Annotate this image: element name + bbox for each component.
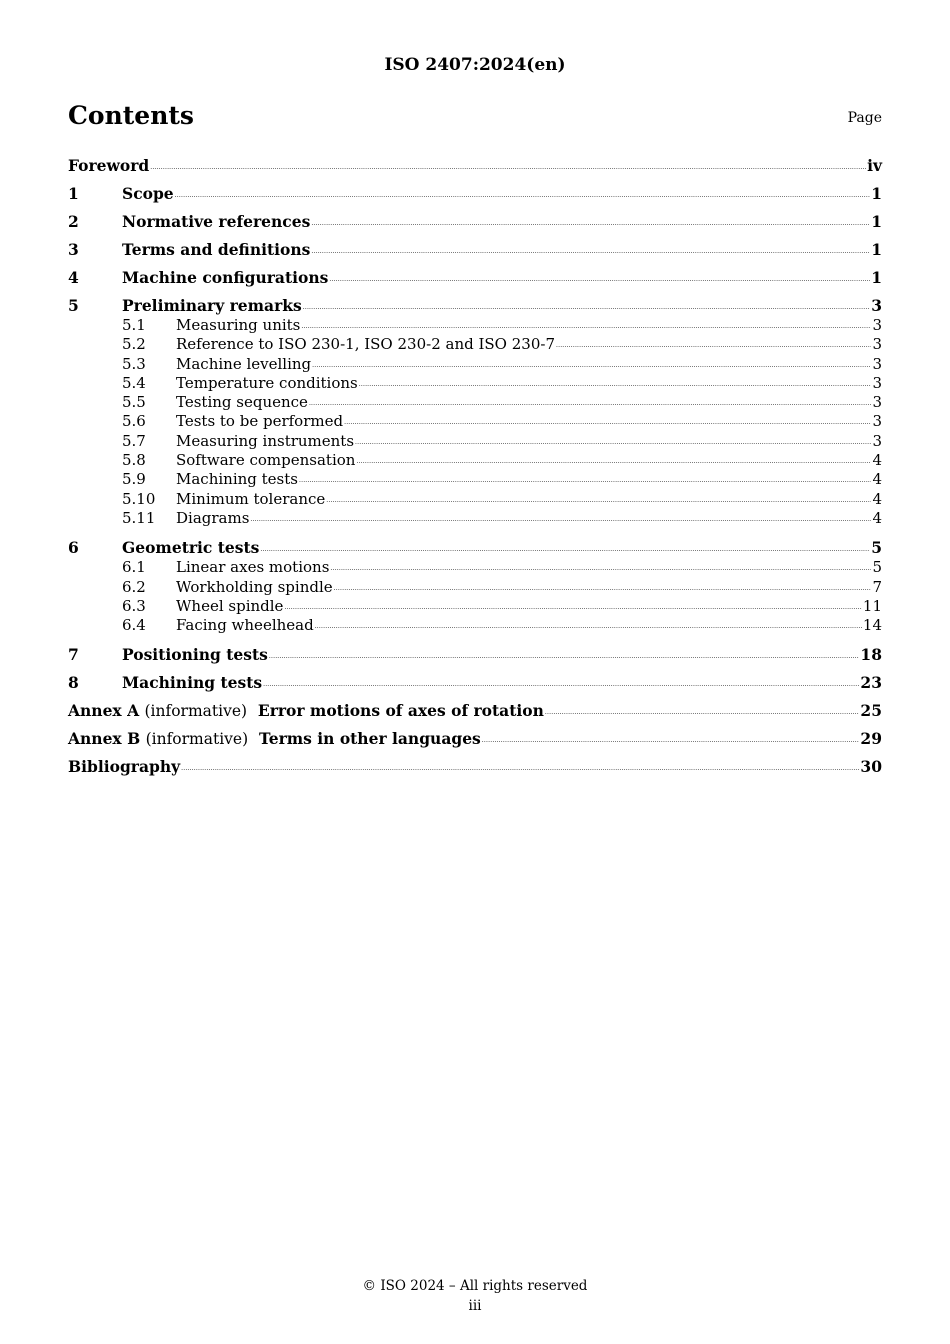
toc-page-number: 5 [872,558,882,577]
toc-entry-number: 5.6 [122,412,146,431]
dot-leader [359,375,872,394]
toc-page-number: 3 [872,335,882,354]
dot-leader [299,471,871,490]
dot-leader [556,336,871,355]
dot-leader [250,510,871,529]
copyright-notice: © ISO 2024 – All rights reserved [362,1278,588,1294]
toc-entry-title: Workholding spindle [176,577,333,596]
toc-page-number: 1 [871,268,882,287]
toc-entry-number: 6 [68,538,79,558]
toc-entry-title: Wheel spindle [176,596,284,615]
toc-entry-number: 6.3 [122,596,146,615]
dot-leader [329,266,870,294]
toc-entry-title: Machine levelling [176,354,312,373]
toc-entry-title: Diagrams [176,508,250,527]
page-column-label: Page [847,110,882,126]
toc-entry-number: 5.4 [122,373,146,392]
toc-entry-title: Positioning tests [122,645,268,665]
toc-entry[interactable] [68,641,882,669]
toc-entry-title: Terms and definitions [122,240,311,259]
annex-title: Error motions of axes of rotation [257,701,544,721]
dot-leader [545,699,860,727]
toc-entry-number: 5 [68,296,79,315]
dot-leader [355,433,871,452]
toc-entry-title: Foreword [68,156,150,175]
toc-entry[interactable] [68,697,882,725]
toc-entry[interactable] [68,753,882,781]
dot-leader [315,617,862,636]
dot-leader [263,671,859,699]
toc-entry-number: 5.10 [122,489,156,508]
toc-subentry[interactable] [68,374,882,393]
toc-entry-number: 4 [68,268,79,287]
annex-label: Annex A [68,701,140,721]
toc-entry[interactable] [68,725,882,753]
dot-leader [309,394,872,413]
dot-leader [175,182,871,210]
contents-heading: Contents [68,101,195,130]
page-number: iii [468,1298,482,1314]
toc-entry[interactable] [68,669,882,697]
toc-entry-title: Software compensation [176,451,356,470]
toc-entry-number: 6.2 [122,577,146,596]
toc-entry[interactable] [68,208,882,236]
toc-page-number: 4 [872,489,882,508]
toc-entry[interactable] [68,152,882,180]
toc-page-number: 3 [872,354,882,373]
dot-leader [344,413,871,432]
toc-entry-number: 5.1 [122,316,146,334]
toc-page-number: 25 [860,701,882,721]
toc-subentry[interactable] [68,509,882,528]
page-footer [0,1276,950,1316]
toc-page-number: 4 [872,451,882,470]
toc-entry[interactable] [68,236,882,264]
toc-entry-title: Geometric tests [122,538,260,558]
document-id-header: ISO 2407:2024(en) [384,55,566,75]
toc-entry-title [68,725,481,753]
toc-entry-title: Preliminary remarks [122,296,302,315]
toc-entry-title: Facing wheelhead [176,616,314,635]
toc-entry-title: Tests to be performed [176,412,344,431]
dot-leader [181,755,859,783]
toc-page-number: 3 [872,412,882,431]
dot-leader [330,559,871,578]
table-of-contents [68,152,882,781]
toc-subentry[interactable] [68,451,882,470]
toc-entry-number: 7 [68,645,79,665]
toc-entry-title: Minimum tolerance [176,489,326,508]
toc-subentry[interactable] [68,355,882,374]
toc-entry-number: 6.4 [122,616,146,635]
toc-entry[interactable] [68,180,882,208]
toc-page-number: iv [867,156,882,175]
toc-subentry[interactable] [68,335,882,354]
toc-entry-title: Temperature conditions [176,373,358,392]
toc-subentry[interactable] [68,578,882,597]
toc-page-number: 3 [872,431,882,450]
toc-entry-title: Measuring instruments [176,431,355,450]
toc-page-number: 29 [860,729,882,749]
toc-page-number: 1 [871,184,882,203]
toc-page-number: 30 [860,757,882,777]
toc-page-number: 4 [872,508,882,527]
annex-note: (informative) [145,730,249,749]
toc-entry-title: Linear axes motions [176,558,330,577]
dot-leader [326,491,871,510]
toc-entry-title: Machining tests [176,470,298,489]
toc-page-number: 7 [872,577,882,596]
dot-leader [284,598,861,617]
toc-page-number: 1 [871,212,882,231]
toc-page-number: 1 [871,240,882,259]
dot-leader [312,356,871,375]
toc-page-number: 23 [860,673,882,693]
toc-entry-number: 2 [68,212,79,231]
toc-entry-number: 5.8 [122,451,146,470]
toc-subentry[interactable] [68,597,882,616]
toc-page-number: 4 [872,470,882,489]
dot-leader [334,579,872,598]
toc-entry-number: 5.11 [122,508,156,527]
toc-entry[interactable] [68,264,882,292]
toc-subentry[interactable] [68,393,882,412]
toc-entry-number: 5.9 [122,470,146,489]
toc-subentry[interactable] [68,412,882,431]
toc-entry-title: Testing sequence [176,393,308,412]
toc-entry-title: Machining tests [122,673,263,693]
toc-page-number: 5 [871,538,882,558]
toc-page-number: 18 [860,645,882,665]
toc-entry-number: 5.3 [122,354,146,373]
toc-subentry[interactable] [68,558,882,577]
toc-entry-title: Bibliography [68,757,181,777]
annex-label: Annex B [68,729,141,749]
dot-leader [482,727,860,755]
dot-leader [150,154,866,182]
toc-entry-number: 6.1 [122,558,146,577]
annex-title: Terms in other languages [258,729,481,749]
toc-page-number: 3 [872,373,882,392]
toc-entry-number: 5.2 [122,335,146,354]
toc-entry-title: Measuring units [176,316,301,334]
dot-leader [301,317,871,336]
toc-page-number: 11 [862,596,882,615]
dot-leader [269,643,860,671]
dot-leader [311,238,870,266]
toc-page-number: 3 [871,296,882,315]
dot-leader [356,452,871,471]
annex-note: (informative) [144,702,248,721]
toc-entry-title: Scope [122,184,174,203]
toc-page-number: 3 [872,393,882,412]
toc-page-number: 14 [862,616,882,635]
toc-page-number: 3 [872,316,882,334]
toc-subentry[interactable] [68,470,882,489]
toc-entry-number: 5.5 [122,393,146,412]
toc-entry-number: 1 [68,184,79,203]
toc-entry-number: 3 [68,240,79,259]
toc-entry-title: Reference to ISO 230-1, ISO 230-2 and ISO 230-7 [176,335,555,354]
dot-leader [311,210,870,238]
toc-entry-title: Normative references [122,212,311,231]
toc-subentry[interactable] [68,616,882,635]
toc-subentry[interactable] [68,490,882,509]
toc-entry-title: Machine configurations [122,268,329,287]
toc-subentry[interactable] [68,432,882,451]
toc-entry-number: 8 [68,673,79,693]
toc-entry-title [68,697,544,725]
toc-entry-number: 5.7 [122,431,146,450]
toc-subentry[interactable] [68,316,882,335]
